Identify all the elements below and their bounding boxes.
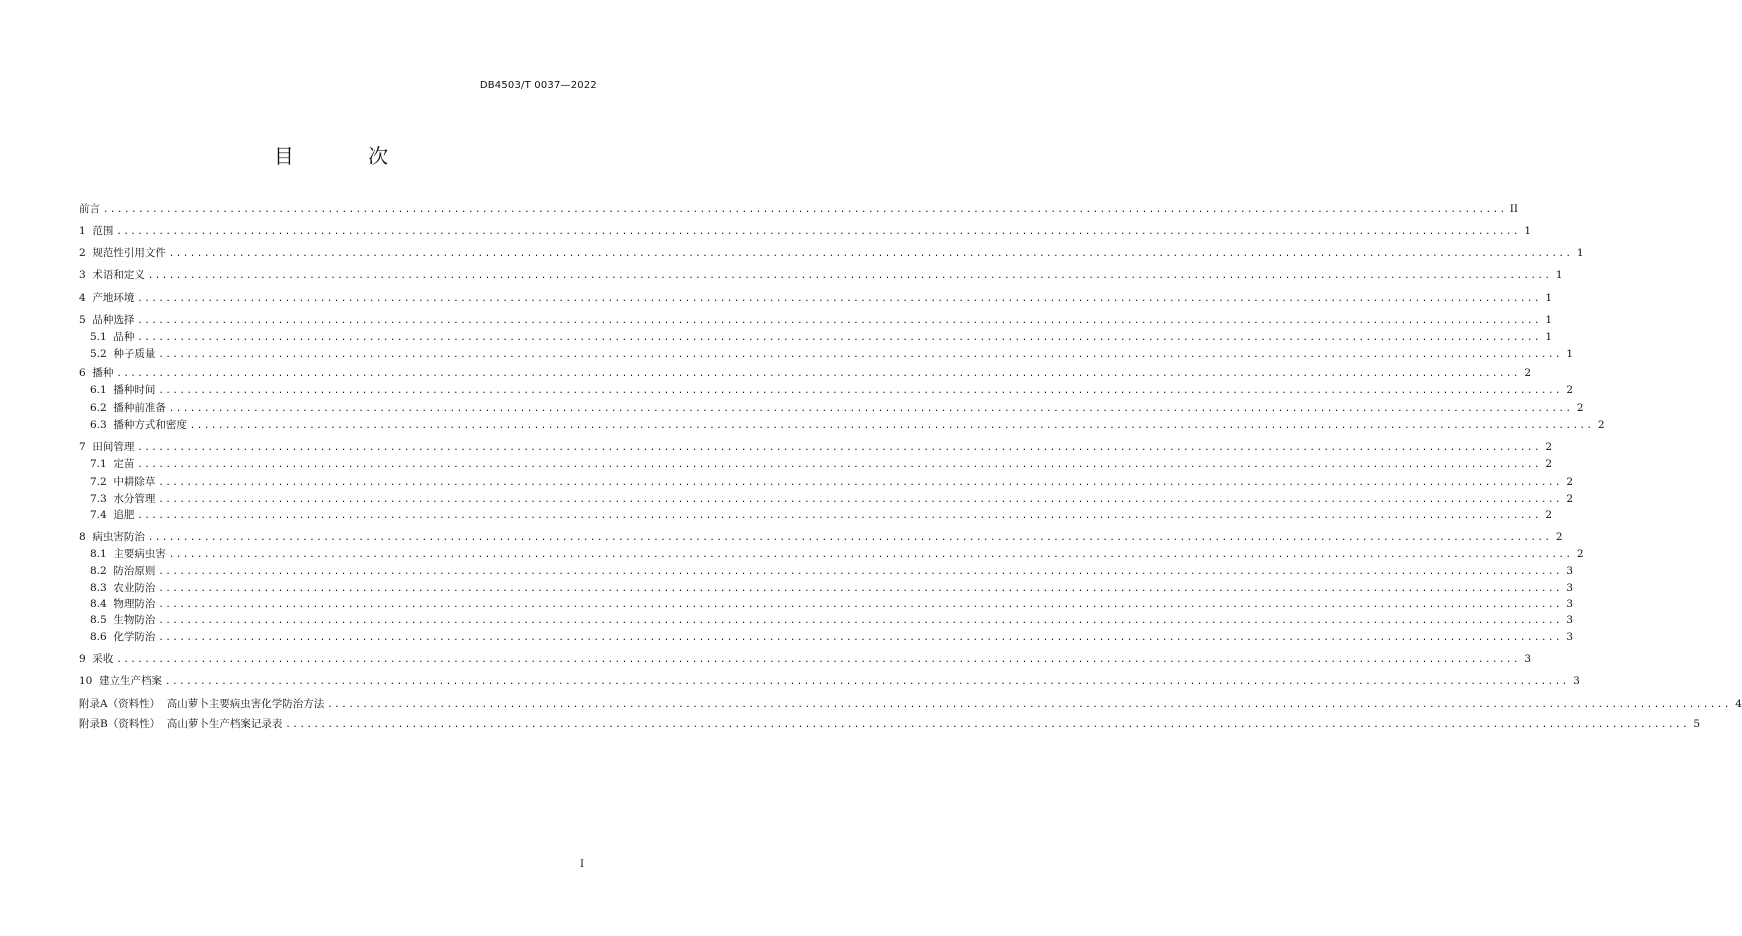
toc-entry-label: 种子质量: [113, 348, 156, 360]
toc-entry-page: 3: [1566, 582, 1574, 594]
toc-leader-dots: ........................................................................................................................................................................................................: [158, 495, 1563, 505]
toc-leader-dots: ........................................................................................................................................................................................................: [189, 421, 1594, 431]
toc-leader-dots: ........................................................................................................................................................................................................: [168, 404, 1573, 414]
toc-entry-number: 5.1: [90, 331, 114, 343]
toc-entry[interactable]: [90, 475, 1574, 489]
toc-leader-dots: ........................................................................................................................................................................................................: [168, 550, 1573, 560]
toc-entry-number: 6.1: [90, 384, 114, 396]
toc-entry-label: 物理防治: [113, 598, 156, 610]
toc-leader-dots: ........................................................................................................................................................................................................: [147, 533, 1552, 543]
toc-entry-number: 5: [79, 314, 93, 326]
toc-entry-number: 8.2: [90, 565, 114, 577]
toc-entry-number: 6.2: [90, 402, 114, 414]
toc-entry-number: 8.6: [90, 631, 114, 643]
toc-entry-page: 1: [1545, 292, 1553, 304]
toc-entry-number: 附录A（资料性）: [79, 698, 167, 710]
toc-entry-page: 2: [1524, 367, 1532, 379]
toc-entry-page: 4: [1735, 698, 1742, 710]
toc-entry-label: 农业防治: [113, 582, 156, 594]
toc-entry[interactable]: [90, 547, 1584, 561]
toc-entry-label: 化学防治: [113, 631, 156, 643]
toc-entry[interactable]: [90, 613, 1574, 627]
toc-entry-label: 中耕除草: [113, 476, 156, 488]
toc-leader-dots: ........................................................................................................................................................................................................: [158, 350, 1563, 360]
toc-entry-page: 2: [1566, 384, 1574, 396]
toc-entry-page: 1: [1545, 331, 1553, 343]
toc-entry-page: 1: [1576, 247, 1584, 259]
toc-leader-dots: ........................................................................................................................................................................................................: [137, 333, 1542, 343]
toc-entry-number: 1: [79, 225, 93, 237]
toc-entry[interactable]: [90, 383, 1574, 397]
toc-entry-page: 2: [1576, 548, 1584, 560]
toc-entry[interactable]: [79, 224, 1532, 238]
toc-leader-dots: ........................................................................................................................................................................................................: [158, 584, 1563, 594]
page-title: 目 次: [273, 144, 423, 168]
toc-entry-label: 术语和定义: [92, 269, 145, 281]
toc-entry[interactable]: [90, 630, 1574, 644]
toc-entry-label: 范围: [92, 225, 114, 237]
toc-entry-number: 8.5: [90, 614, 114, 626]
toc-leader-dots: ........................................................................................................................................................................................................: [168, 249, 1573, 259]
toc-entry-label: 病虫害防治: [92, 531, 145, 543]
toc-entry[interactable]: [90, 597, 1574, 611]
toc-entry-number: 6: [79, 367, 93, 379]
toc-entry-number: 7: [79, 441, 93, 453]
toc-entry-label: 前言: [79, 203, 100, 215]
toc-entry-page: 3: [1566, 631, 1574, 643]
toc-entry[interactable]: [90, 330, 1553, 344]
toc-entry-label: 产地环境: [92, 292, 135, 304]
toc-leader-dots: ........................................................................................................................................................................................................: [116, 227, 1521, 237]
toc-leader-dots: ........................................................................................................................................................................................................: [158, 478, 1563, 488]
toc-entry[interactable]: [79, 291, 1553, 305]
toc-entry-label: 建立生产档案: [99, 675, 163, 687]
toc-entry-number: 7.1: [90, 458, 114, 470]
toc-entry-page: 1: [1566, 348, 1574, 360]
toc-entry-page: 1: [1524, 225, 1532, 237]
toc-entry-number: 8: [79, 531, 93, 543]
toc-entry[interactable]: [90, 564, 1574, 578]
toc-leader-dots: ........................................................................................................................................................................................................: [116, 655, 1521, 665]
toc-entry-number: 5.2: [90, 348, 114, 360]
toc-leader-dots: ........................................................................................................................................................................................................: [137, 443, 1542, 453]
toc-entry[interactable]: [79, 268, 1563, 282]
toc-entry-page: 2: [1545, 441, 1553, 453]
toc-leader-dots: ........................................................................................................................................................................................................: [158, 600, 1563, 610]
toc-entry[interactable]: [90, 492, 1574, 506]
toc-entry-label: 品种: [113, 331, 135, 343]
toc-entry[interactable]: [79, 440, 1553, 454]
toc-entry-label: 田间管理: [92, 441, 135, 453]
toc-entry-page: 3: [1566, 614, 1574, 626]
toc-entry-label: 采收: [92, 653, 114, 665]
toc-entry-page: 2: [1545, 509, 1553, 521]
toc-leader-dots: ........................................................................................................................................................................................................: [116, 369, 1521, 379]
toc-entry-label: 播种: [92, 367, 114, 379]
toc-entry-label: 播种时间: [113, 384, 156, 396]
toc-entry-label: 播种前准备: [113, 402, 166, 414]
toc-leader-dots: ........................................................................................................................................................................................................: [137, 294, 1542, 304]
toc-entry-page: 3: [1573, 675, 1580, 687]
toc-entry-number: 附录B（资料性）: [79, 718, 167, 730]
toc-entry-page: 2: [1566, 476, 1574, 488]
toc-entry-number: 2: [79, 247, 93, 259]
toc-entry-number: 8.4: [90, 598, 114, 610]
toc-leader-dots: ........................................................................................................................................................................................................: [147, 271, 1552, 281]
toc-entry[interactable]: [79, 246, 1584, 260]
toc-entry[interactable]: [79, 717, 1701, 731]
toc-entry[interactable]: [90, 457, 1553, 471]
toc-entry[interactable]: [79, 674, 1580, 688]
toc-entry-number: 3: [79, 269, 93, 281]
toc-entry-page: II: [1509, 203, 1518, 215]
toc-entry-label: 播种方式和密度: [113, 419, 187, 431]
toc-entry-page: 5: [1693, 718, 1701, 730]
toc-leader-dots: ........................................................................................................................................................................................................: [327, 700, 1731, 710]
toc-entry-page: 3: [1566, 598, 1574, 610]
toc-entry-label: 防治原则: [113, 565, 156, 577]
toc-entry-label: 追肥: [113, 509, 135, 521]
toc-entry-page: 3: [1566, 565, 1574, 577]
toc-entry[interactable]: [90, 508, 1553, 522]
toc-entry[interactable]: [79, 366, 1532, 380]
toc-entry-page: 1: [1545, 314, 1553, 326]
toc-entry-number: 7.4: [90, 509, 114, 521]
toc-entry-label: 定苗: [113, 458, 135, 470]
toc-entry-number: 4: [79, 292, 93, 304]
toc-entry[interactable]: [90, 418, 1605, 432]
toc-leader-dots: ........................................................................................................................................................................................................: [137, 316, 1542, 326]
toc-entry-number: 10: [79, 675, 100, 687]
toc-leader-dots: ........................................................................................................................................................................................................: [137, 460, 1542, 470]
toc-leader-dots: ........................................................................................................................................................................................................: [158, 567, 1563, 577]
toc-entry[interactable]: [90, 401, 1584, 415]
toc-entry[interactable]: [79, 530, 1563, 544]
toc-entry-number: 7.2: [90, 476, 114, 488]
toc-entry-label: 生物防治: [113, 614, 156, 626]
toc-entry[interactable]: [79, 652, 1532, 666]
page-number: I: [580, 859, 584, 870]
toc-entry-label: 品种选择: [92, 314, 135, 326]
toc-entry[interactable]: [90, 347, 1574, 361]
toc-leader-dots: ........................................................................................................................................................................................................: [103, 205, 1507, 215]
toc-entry-page: 2: [1555, 531, 1563, 543]
toc-leader-dots: ........................................................................................................................................................................................................: [137, 511, 1542, 521]
toc-entry-number: 8.3: [90, 582, 114, 594]
toc-entry[interactable]: [79, 697, 1742, 711]
toc-leader-dots: ........................................................................................................................................................................................................: [165, 677, 1569, 687]
toc-entry-label: 高山萝卜主要病虫害化学防治方法: [166, 698, 325, 710]
toc-leader-dots: ........................................................................................................................................................................................................: [158, 633, 1563, 643]
toc-entry-page: 2: [1576, 402, 1584, 414]
toc-entry-label: 规范性引用文件: [92, 247, 166, 259]
toc-entry-number: 8.1: [90, 548, 114, 560]
toc-entry-label: 主要病虫害: [113, 548, 166, 560]
toc-entry-number: 6.3: [90, 419, 114, 431]
toc-entry-number: 9: [79, 653, 93, 665]
toc-entry[interactable]: [79, 202, 1518, 216]
toc-entry-page: 2: [1597, 419, 1605, 431]
toc-leader-dots: ........................................................................................................................................................................................................: [285, 720, 1690, 730]
toc-entry[interactable]: [90, 581, 1574, 595]
toc-leader-dots: ........................................................................................................................................................................................................: [158, 616, 1563, 626]
toc-entry-label: 水分管理: [113, 493, 156, 505]
toc-leader-dots: ........................................................................................................................................................................................................: [158, 386, 1563, 396]
toc-entry-page: 3: [1524, 653, 1532, 665]
toc-entry-page: 1: [1555, 269, 1563, 281]
toc-entry-page: 2: [1566, 493, 1574, 505]
toc-entry-number: 7.3: [90, 493, 114, 505]
toc-entry-label: 高山萝卜生产档案记录表: [166, 718, 283, 730]
toc-entry-page: 2: [1545, 458, 1553, 470]
toc-entry[interactable]: [79, 313, 1553, 327]
document-code: DB4503/T 0037—2022: [479, 80, 597, 91]
